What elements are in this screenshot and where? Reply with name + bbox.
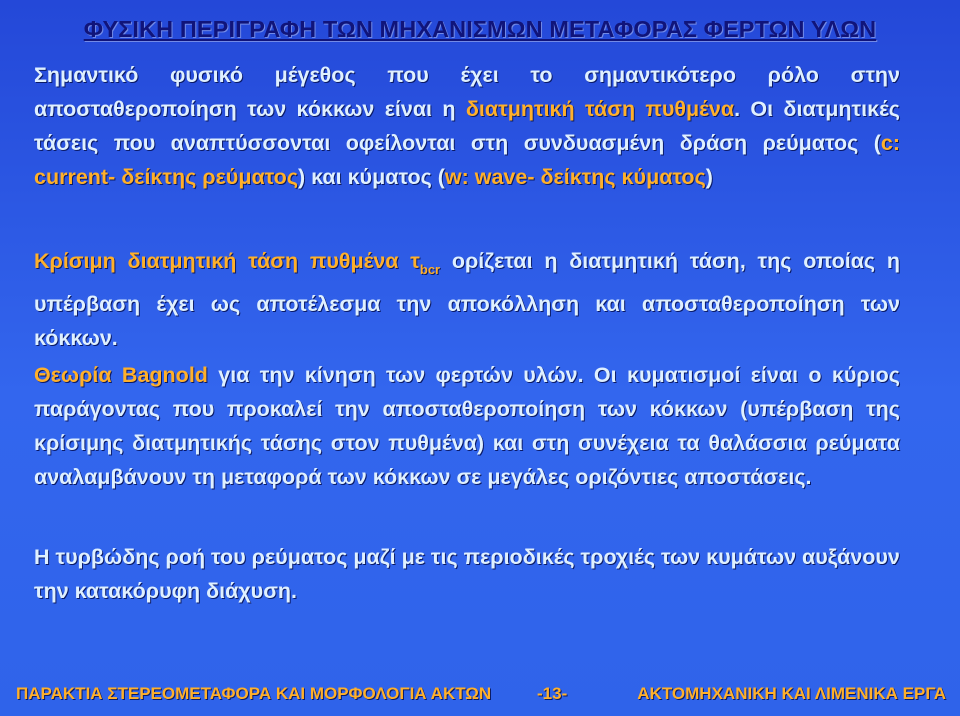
footer-course-right: ΑΚΤΟΜΗΧΑΝΙΚΗ ΚΑΙ ΛΙΜΕΝΙΚΑ ΕΡΓΑ [637,684,946,703]
text: Σημαντικό φυσικό μέγεθος που έχει το σημαντικότερο ρόλο στην αποσταθεροποίηση των κόκκων είναι η [34,63,900,121]
text: ορίζεται η διατμητική τάση, της οποίας η υπέρβαση έχει ως αποτέλεσμα την αποκόλληση και αποσταθεροποίηση των κόκκων. [34,249,900,350]
subscript-bcr: bcr [419,262,441,277]
footer-course-left: ΠΑΡΑΚΤΙΑ ΣΤΕΡΕΟΜΕΤΑΦΟΡΑ ΚΑΙ ΜΟΡΦΟΛΟΓΙΑ ΑΚΤΩΝ [16,684,492,703]
paragraph-critical-shear [34,244,900,355]
text: ) [705,165,713,189]
paragraph-shear-stress [34,58,900,194]
highlight-bagnold-theory: Θεωρία Bagnold [34,363,208,387]
slide-title: ΦΥΣΙΚΗ ΠΕΡΙΓΡΑΦΗ ΤΩΝ ΜΗΧΑΝΙΣΜΩΝ ΜΕΤΑΦΟΡΑΣ ΦΕΡΤΩΝ ΥΛΩΝ [83,16,877,42]
page-number: -13- [537,684,568,703]
text: ) και κύματος ( [298,165,445,189]
paragraph-bagnold [34,358,900,494]
text: για την κίνηση των φερτών υλών. Οι κυματισμοί είναι ο κύριος παράγοντας που προκαλεί την αποσταθεροποίηση των κόκκων (υπέρβαση της κρίσιμης διατμητικής τάσης στον πυθμένα) και στη συνέχεια τα θαλάσσια ρεύματα αναλαμβάνουν τη μεταφορά των κόκκων σε μεγάλες οριζόντιες αποστάσεις. [34,363,900,489]
highlight-current-index: c: current- δείκτης ρεύματος [34,131,900,189]
highlight-bed-shear-stress: διατμητική τάση πυθμένα [465,97,735,121]
highlight-critical-shear: Κρίσιμη διατμητική τάση πυθμένα τ [34,249,420,273]
paragraph-turbulence: Η τυρβώδης ροή του ρεύματος μαζί με τις περιοδικές τροχιές των κυμάτων αυξάνουν την κατακόρυφη διάχυση. [34,545,900,603]
text: . Οι διατμητικές τάσεις που αναπτύσσονται οφείλονται στη συνδυασμένη δράση ρεύματος ( [34,97,900,155]
highlight-wave-index: w: wave- δείκτης κύματος [444,165,706,189]
